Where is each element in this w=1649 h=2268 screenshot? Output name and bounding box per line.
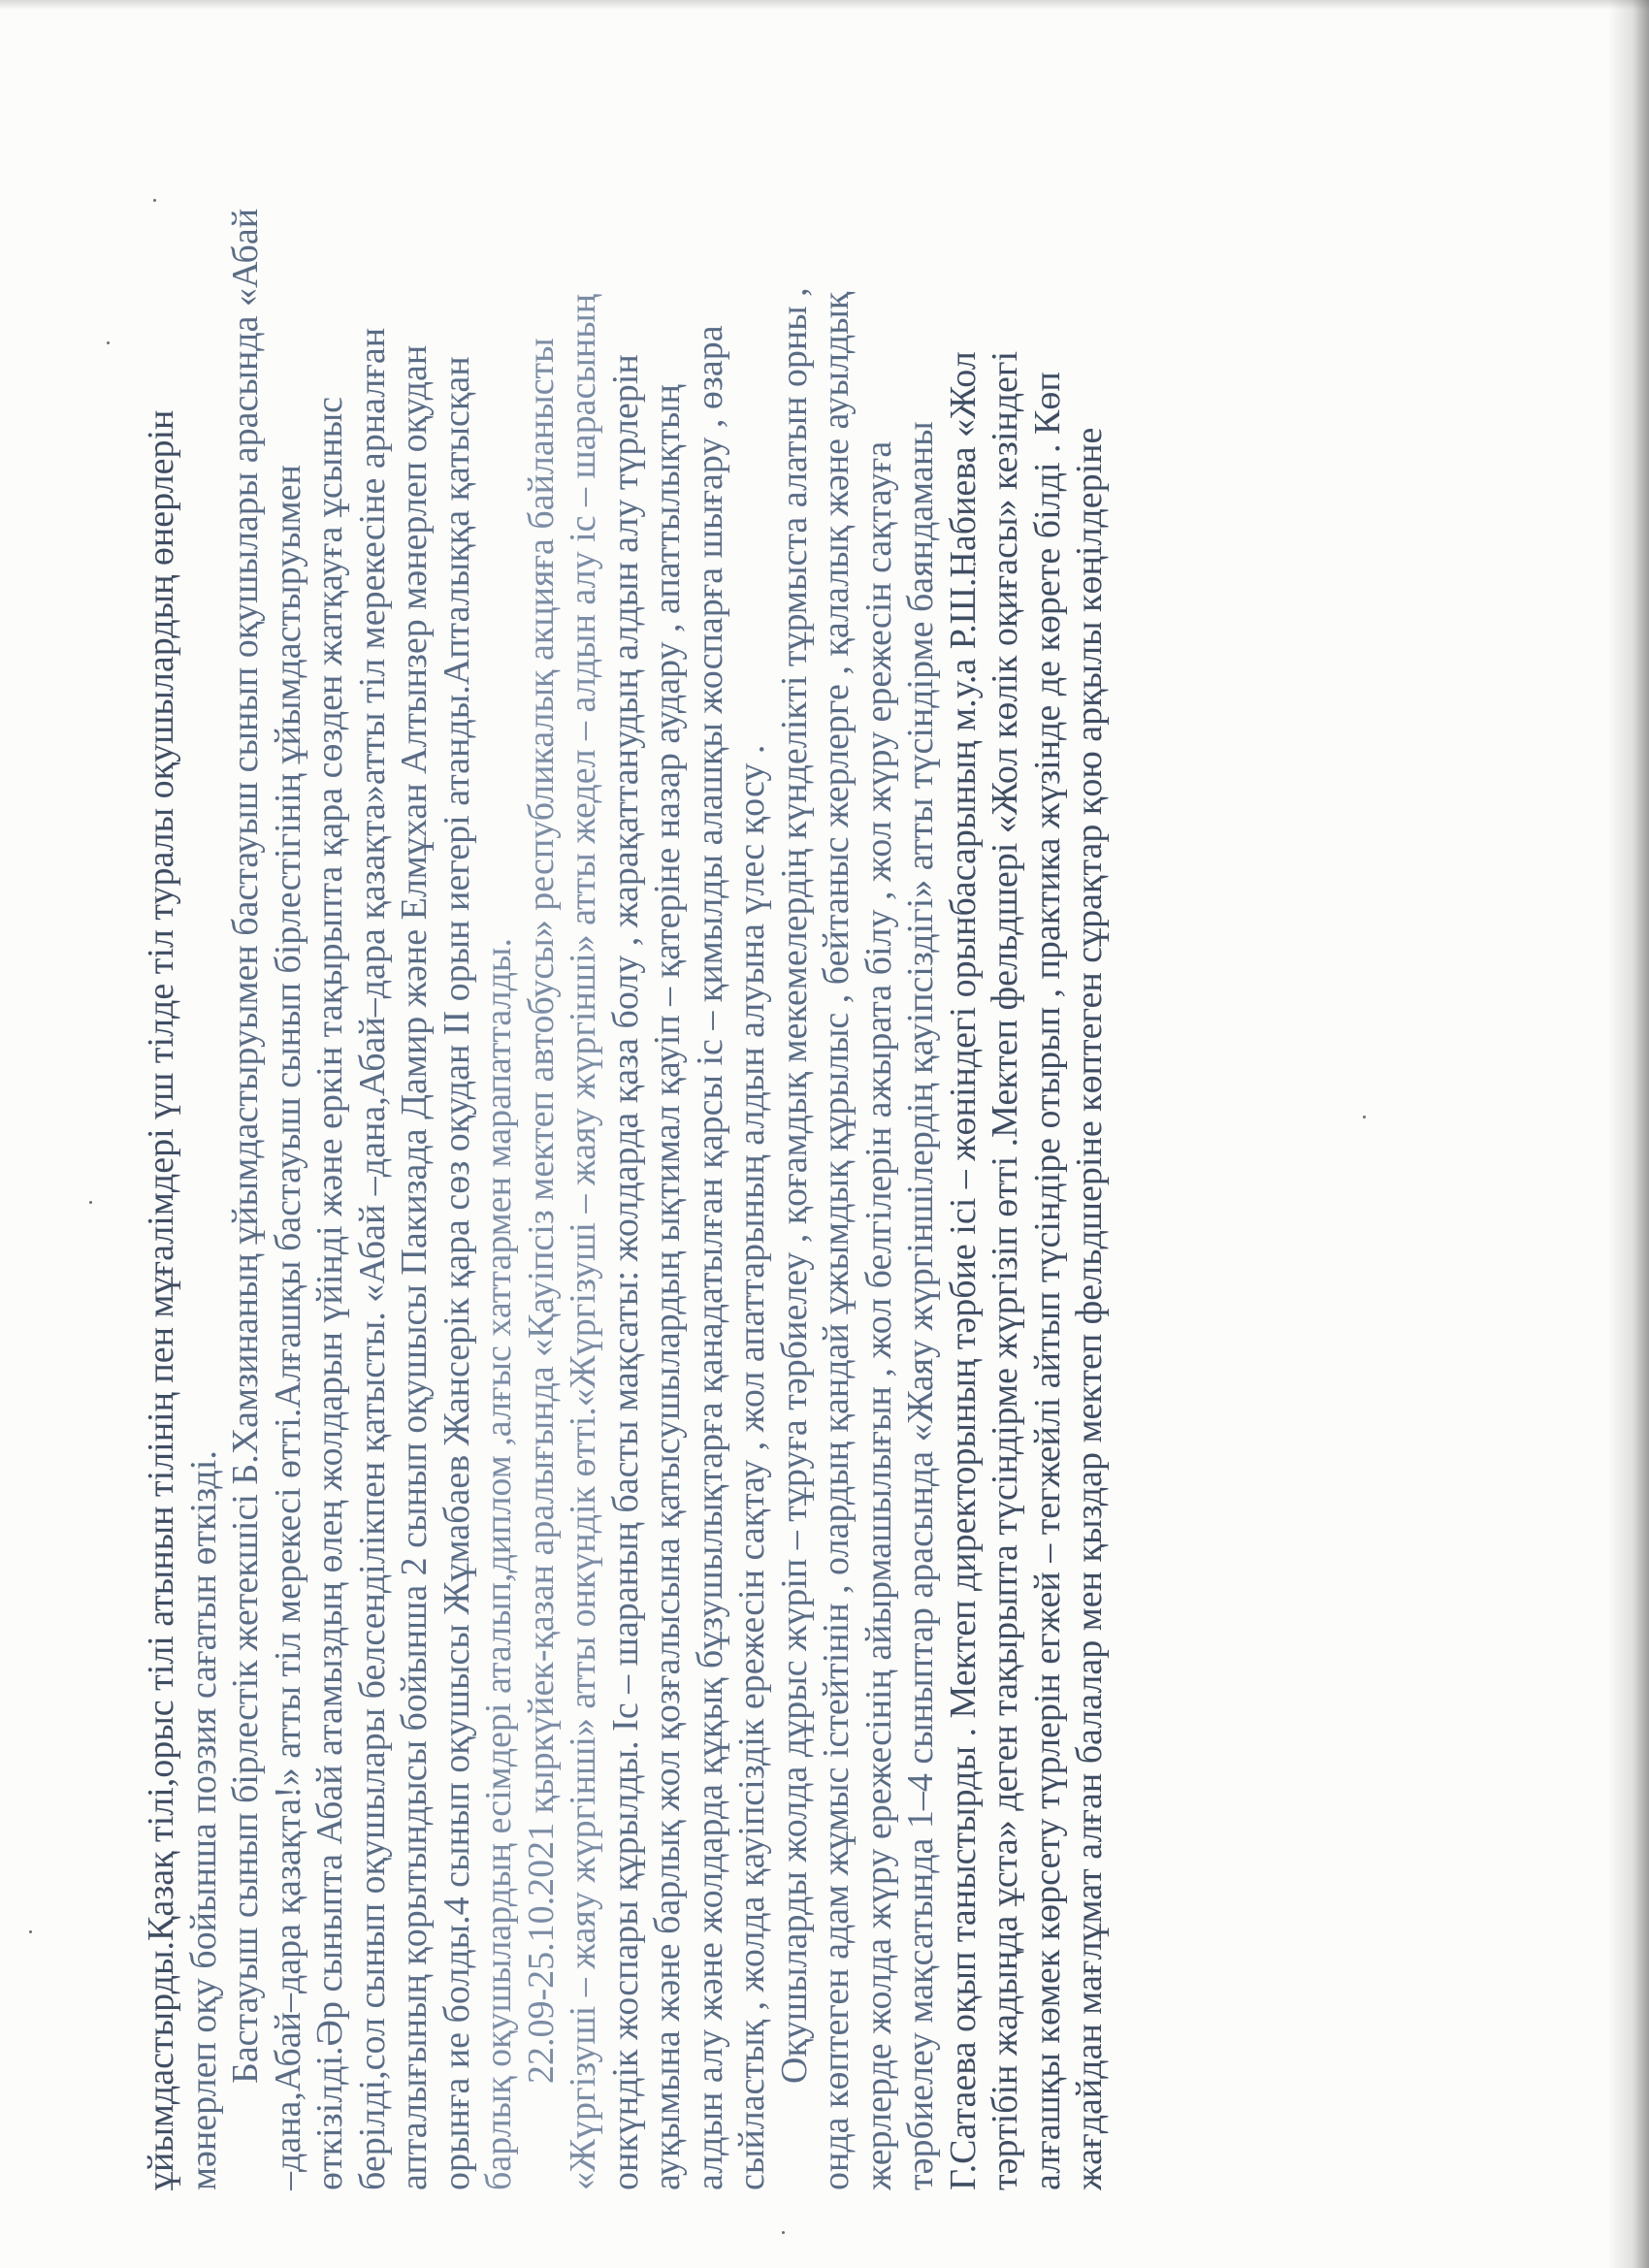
- scan-speck: [1363, 1116, 1366, 1118]
- text-line-23: жағдайдан мағлұмат алған балалар мен қыздар мектеп фельдшеріне көптеген сұрақтар қою арқылы көңілдеріне: [1069, 427, 1110, 2190]
- text-line-8: орынға ие болды.4 сынып оқушысы Жұмабаев Жансерік қара сөз оқудан II орын иегері атанды.Апталыққа қатысқан: [436, 356, 477, 2190]
- text-line-6: берілді,сол сынып оқушылары белсенділікпен қатысты. «Абай –дана,Абай–дара қазақта»атты тіл мерекесіне арналған: [351, 327, 393, 2190]
- scan-speck: [89, 1201, 92, 1204]
- text-line-21: тәртібін жадыңда ұста» деген тақырыпта түсіндірме жүргізіп өтті .Мектеп фельдшері «Жол көлік оқиғасы» кезіндегі: [985, 350, 1025, 2190]
- rotated-text-block: [141, 37, 1112, 2190]
- text-line-2: мәнерлеп оқу бойынша поэзия сағатын өткізді.: [182, 1450, 224, 2190]
- scan-speck: [29, 1930, 32, 1933]
- text-line-11: «Жүргізуші – жаяу жүргінші» атты онкүндік өтті.«Жүргізуші – жаяу жүргінші» атты жедел – алдын алу іс – шарасының: [563, 293, 603, 2190]
- text-line-14: алдын алу және жолдарда құқық бұзушылықтарға қанадатылған қарсы іс – қимылды алашқы жоспарға шығару , өзара: [689, 325, 730, 2190]
- page-top-shadow: [0, 0, 1649, 10]
- page-edge-shadow: [1608, 0, 1649, 2268]
- text-line-3: Бастауыш сынып бірлестік жетекшісі Б.Хамзинаның ұйымдастыруымен бастауыш сынып оқушылары арасында «Абай: [225, 208, 266, 2084]
- text-line-4: –дана,Абай–дара қазақта!» атты тіл мерекесі өтті.Алғашқы бастауыш сынып бірлестігінің ұйымдастыруымен: [267, 465, 308, 2190]
- text-line-10: 22.09-25.10.2021 қыркүйек-қазан аралығында «Қауіпсіз мектеп автобусы» республикалық акцияға байланысты: [520, 338, 562, 2084]
- text-line-9: барлық оқушылардың есімдері аталып,диплом ,алғыс хаттармен марапатталды.: [478, 938, 519, 2190]
- text-line-16: Оқушыларды жолда дұрыс жүріп – тұруға тәрбиелеу , қоғамдық мекемелердің күнделікті тұрмыста алатын орны ,: [773, 287, 815, 2084]
- text-line-5: өткізілді.Әр сыныпта Абай атамыздың өлең жолдарын үйінді және еркін тақырыпта қара сөзден жатқауға ұсыныс: [309, 396, 350, 2190]
- text-line-7: апталығының қорытындысы бойынша 2 сынып оқушысы Пакизада Дамир және Елмұхан Алтынзер мәнерлеп оқудан: [394, 344, 435, 2190]
- text-line-19: тәрбиелеу мақсатында 1–4 сыныптар арасында «Жаяу жүргіншілердің қауіпсіздігі» атты түсіндірме баяндаманы: [900, 421, 941, 2190]
- text-line-15: сыйластық , жолда қауіпсіздік ережесін сақтау , жол апаттарының алдын алуына үлес қосу .: [731, 744, 772, 2190]
- text-line-22: алғашқы көмек көрсету түрлерін егжей – тегжейлі айтып түсіндіре отырып , практика жүзінде де көрете білді . Көп: [1026, 372, 1068, 2190]
- text-line-18: жерлерде жолда жүру ережесінің айырмашылығын , жол белгілерін ажырата білу , жол жүру ережесін сақтауға: [857, 440, 899, 2190]
- text-line-12: онкүндік жоспары құрылды. Іс – шараның басты мақсаты: жолдарда қаза болу , жарақаттанудың алдын алу түрлерін: [604, 354, 646, 2190]
- text-line-20: Г.Сатаева оқып таныстырды . Мектеп директорының тәрбие ісі – жөніндегі орынбасарының м.у.а Р.Ш.Набиева «Жол: [942, 351, 984, 2190]
- text-line-17: онда көптеген адам жұмыс істейтінін , олардың қандай ұжымдық құрылыс , бейтаныс жерлерге , қалалық және ауылдық: [816, 291, 857, 2190]
- scan-speck: [782, 2231, 785, 2234]
- text-line-13: ауқымына және барлық жол қозғалысына қатысушылардың ықтимал қауіп – қатеріне назар аудару , апаттылықтың: [647, 384, 688, 2190]
- text-line-1: ұйымдастырды.Қазақ тілі,орыс тілі атынын тілінің пен мұғалімдері үш тілде тіл туралы оқушылардың өнерлерін: [141, 409, 181, 2190]
- scan-speck: [107, 341, 110, 344]
